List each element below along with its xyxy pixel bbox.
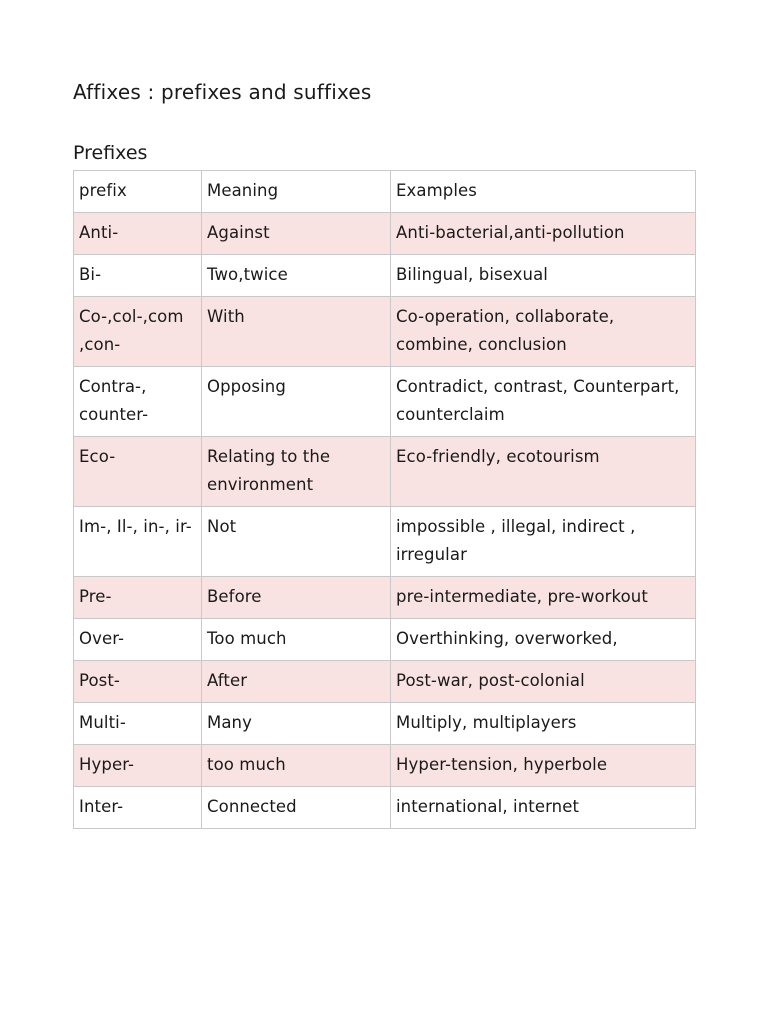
cell-examples: impossible , illegal, indirect , irregular xyxy=(391,507,696,577)
cell-examples: international, internet xyxy=(391,787,696,829)
cell-examples: Overthinking, overworked, xyxy=(391,619,696,661)
cell-prefix: Bi- xyxy=(74,255,202,297)
table-row xyxy=(74,255,696,297)
cell-examples: Eco-friendly, ecotourism xyxy=(391,437,696,507)
table-row xyxy=(74,619,696,661)
cell-prefix: Hyper- xyxy=(74,745,202,787)
cell-meaning: Against xyxy=(202,213,391,255)
cell-prefix: Anti- xyxy=(74,213,202,255)
cell-meaning: Before xyxy=(202,577,391,619)
cell-prefix: Post- xyxy=(74,661,202,703)
section-title-prefixes: Prefixes xyxy=(73,142,148,164)
cell-meaning: Opposing xyxy=(202,367,391,437)
document-title: Affixes : prefixes and suffixes xyxy=(73,80,372,104)
header-examples: Examples xyxy=(391,171,696,213)
table-row xyxy=(74,787,696,829)
cell-meaning: too much xyxy=(202,745,391,787)
cell-meaning: Not xyxy=(202,507,391,577)
cell-examples: Anti-bacterial,anti-pollution xyxy=(391,213,696,255)
cell-meaning: Two,twice xyxy=(202,255,391,297)
cell-prefix: Inter- xyxy=(74,787,202,829)
cell-meaning: Relating to the environment xyxy=(202,437,391,507)
cell-examples: Contradict, contrast, Counterpart, counterclaim xyxy=(391,367,696,437)
cell-examples: Post-war, post-colonial xyxy=(391,661,696,703)
cell-examples: Bilingual, bisexual xyxy=(391,255,696,297)
cell-prefix: Multi- xyxy=(74,703,202,745)
header-meaning: Meaning xyxy=(202,171,391,213)
cell-prefix: Im-, Il-, in-, ir- xyxy=(74,507,202,577)
table-row xyxy=(74,577,696,619)
table-row xyxy=(74,661,696,703)
cell-prefix: Eco- xyxy=(74,437,202,507)
table-row xyxy=(74,437,696,507)
table-row xyxy=(74,367,696,437)
cell-meaning: Too much xyxy=(202,619,391,661)
cell-meaning: Many xyxy=(202,703,391,745)
table-row xyxy=(74,297,696,367)
cell-examples: Multiply, multiplayers xyxy=(391,703,696,745)
cell-examples: Co-operation, collaborate, combine, conclusion xyxy=(391,297,696,367)
cell-meaning: With xyxy=(202,297,391,367)
cell-prefix: Over- xyxy=(74,619,202,661)
cell-examples: pre-intermediate, pre-workout xyxy=(391,577,696,619)
cell-examples: Hyper-tension, hyperbole xyxy=(391,745,696,787)
table-row xyxy=(74,507,696,577)
header-prefix: prefix xyxy=(74,171,202,213)
cell-prefix: Contra-, counter- xyxy=(74,367,202,437)
cell-meaning: After xyxy=(202,661,391,703)
table-header-row xyxy=(74,171,696,213)
cell-meaning: Connected xyxy=(202,787,391,829)
table-row xyxy=(74,213,696,255)
cell-prefix: Co-,col-,com ,con- xyxy=(74,297,202,367)
prefixes-table xyxy=(73,170,696,829)
table-row xyxy=(74,745,696,787)
table-row xyxy=(74,703,696,745)
cell-prefix: Pre- xyxy=(74,577,202,619)
